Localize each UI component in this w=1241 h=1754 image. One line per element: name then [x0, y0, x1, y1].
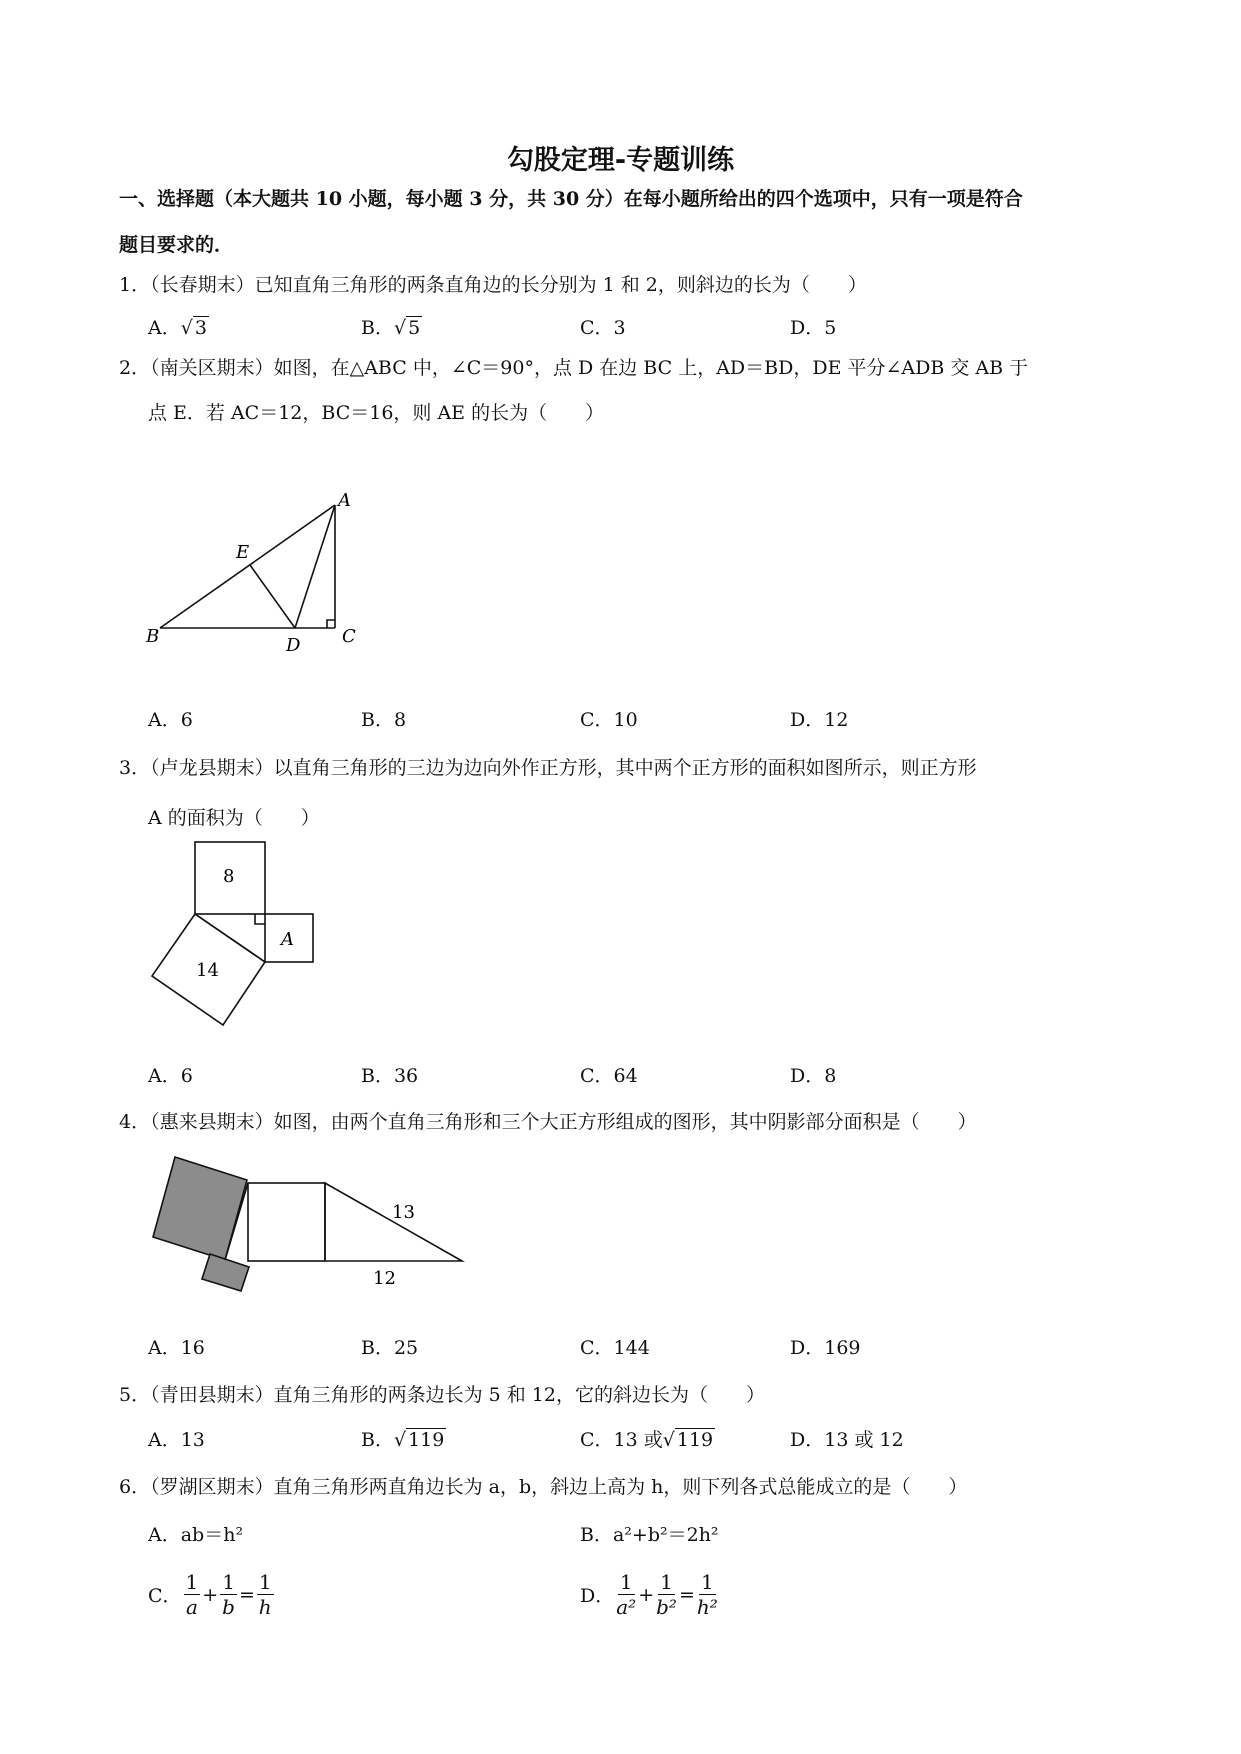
- q1-option-b-label: B．: [361, 317, 394, 339]
- q3-stem-line2: A 的面积为（ ）: [148, 807, 320, 829]
- q5-option-c-label: C．13 或: [580, 1429, 663, 1451]
- q1-option-a[interactable]: [148, 313, 209, 340]
- q3-label-top: 8: [223, 866, 235, 887]
- denominator: b²: [656, 1595, 677, 1619]
- q2-triangle-figure: [140, 490, 380, 660]
- q2-stem-line2: 点 E．若 AC＝12，BC＝16，则 AE 的长为（ ）: [148, 402, 605, 424]
- q4-stem: 4．（惠来县期末）如图，由两个直角三角形和三个大正方形组成的图形，其中阴影部分面积是（ ）: [119, 1111, 977, 1133]
- q6-stem: 6．（罗湖区期末）直角三角形两直角边长为 a，b，斜边上高为 h，则下列各式总能成立的是（ ）: [119, 1476, 968, 1498]
- numerator: 1: [222, 1570, 235, 1594]
- q2-option-d[interactable]: D．12: [790, 709, 849, 731]
- numerator: 1: [258, 1570, 272, 1594]
- q1-option-d[interactable]: D．5: [790, 317, 837, 339]
- sqrt-symbol: √ 5: [393, 317, 421, 339]
- q5-option-b-label: B．: [361, 1429, 394, 1451]
- q3-squares-figure: [140, 838, 340, 1038]
- denominator: h²: [696, 1595, 718, 1619]
- q2-label-a: A: [338, 490, 351, 511]
- q2-label-d: D: [286, 635, 301, 656]
- q6-option-d-label: D．: [580, 1585, 615, 1607]
- equals-sign: =: [238, 1583, 255, 1606]
- fraction-1-over-h: [257, 1570, 274, 1619]
- q6-option-b[interactable]: B．a²+b²＝2h²: [580, 1524, 719, 1546]
- q4-option-c[interactable]: C．144: [580, 1337, 650, 1359]
- q2-option-b[interactable]: B．8: [361, 709, 407, 731]
- q3-option-d[interactable]: D．8: [790, 1065, 837, 1087]
- section-heading-line1: 一、选择题（本大题共 10 小题，每小题 3 分，共 30 分）在每小题所给出的四个选项中，只有一项是符合: [119, 188, 1023, 210]
- q1-option-b-radicand: 5: [408, 317, 421, 339]
- sqrt-symbol: √ 119: [393, 1429, 445, 1451]
- q2-label-c: C: [342, 626, 356, 647]
- numerator: 1: [619, 1570, 633, 1594]
- fraction-1-over-a-squared: [616, 1570, 636, 1619]
- numerator: 1: [660, 1570, 673, 1594]
- q3-option-b[interactable]: B．36: [361, 1065, 419, 1087]
- q3-label-bottom: 14: [196, 960, 219, 981]
- fraction-1-over-h-squared: [697, 1570, 718, 1619]
- plus-sign: +: [638, 1583, 655, 1606]
- q5-option-c[interactable]: [580, 1425, 715, 1452]
- q5-option-b-radicand: 119: [408, 1429, 445, 1451]
- q5-option-d[interactable]: D．13 或 12: [790, 1429, 904, 1451]
- q5-option-a[interactable]: A．13: [148, 1429, 205, 1451]
- denominator: h: [258, 1595, 272, 1619]
- denominator: a: [185, 1595, 198, 1619]
- q2-label-b: B: [146, 626, 160, 647]
- q1-stem: 1．（长春期末）已知直角三角形的两条直角边的长分别为 1 和 2，则斜边的长为（ ）: [119, 274, 867, 296]
- fraction-1-over-b-squared: [656, 1570, 677, 1619]
- q6-option-a[interactable]: A．ab＝h²: [148, 1524, 244, 1546]
- q6-option-c[interactable]: [148, 1570, 276, 1619]
- q2-label-e: E: [236, 542, 250, 563]
- plus-sign: +: [202, 1583, 219, 1606]
- fraction-1-over-b: [220, 1570, 237, 1619]
- fraction-1-over-a: [184, 1570, 201, 1619]
- sqrt-symbol: √ 119: [662, 1429, 714, 1451]
- q5-option-b[interactable]: [361, 1425, 446, 1452]
- q4-option-d[interactable]: D．169: [790, 1337, 861, 1359]
- sqrt-symbol: √ 3: [180, 317, 207, 339]
- numerator: 1: [185, 1570, 199, 1594]
- q2-option-a[interactable]: A．6: [148, 709, 193, 731]
- q4-label-base: 12: [373, 1268, 396, 1289]
- q4-shaded-figure: [140, 1150, 480, 1300]
- equals-sign: =: [678, 1583, 695, 1606]
- q6-option-c-label: C．: [148, 1585, 182, 1607]
- denominator: b: [222, 1595, 235, 1619]
- section-heading-line2: 题目要求的．: [119, 234, 234, 256]
- q2-option-c[interactable]: C．10: [580, 709, 638, 731]
- q6-option-d[interactable]: [580, 1570, 720, 1619]
- q1-option-b[interactable]: [361, 313, 422, 340]
- q3-option-a[interactable]: A．6: [148, 1065, 193, 1087]
- numerator: 1: [700, 1570, 714, 1594]
- denominator: a²: [616, 1595, 637, 1619]
- q4-shaded-square-large: [153, 1157, 247, 1260]
- q4-option-a[interactable]: A．16: [148, 1337, 205, 1359]
- q4-label-hyp: 13: [392, 1202, 415, 1223]
- q4-option-b[interactable]: B．25: [361, 1337, 419, 1359]
- q5-option-c-radicand: 119: [676, 1429, 714, 1451]
- q1-option-c[interactable]: C．3: [580, 317, 626, 339]
- q5-stem: 5．（青田县期末）直角三角形的两条边长为 5 和 12，它的斜边长为（ ）: [119, 1384, 765, 1406]
- q2-stem-line1: 2．（南关区期末）如图，在△ABC 中，∠C＝90°，点 D 在边 BC 上，AD＝BD，DE 平分∠ADB 交 AB 于: [119, 357, 1029, 379]
- q1-option-a-radicand: 3: [194, 317, 207, 339]
- q3-label-right: A: [281, 929, 294, 950]
- q1-option-a-label: A．: [148, 317, 181, 339]
- page-title: 勾股定理-专题训练: [506, 145, 735, 176]
- q3-stem-line1: 3．（卢龙县期末）以直角三角形的三边为边向外作正方形，其中两个正方形的面积如图所示，则正方形: [119, 757, 977, 779]
- q3-option-c[interactable]: C．64: [580, 1065, 638, 1087]
